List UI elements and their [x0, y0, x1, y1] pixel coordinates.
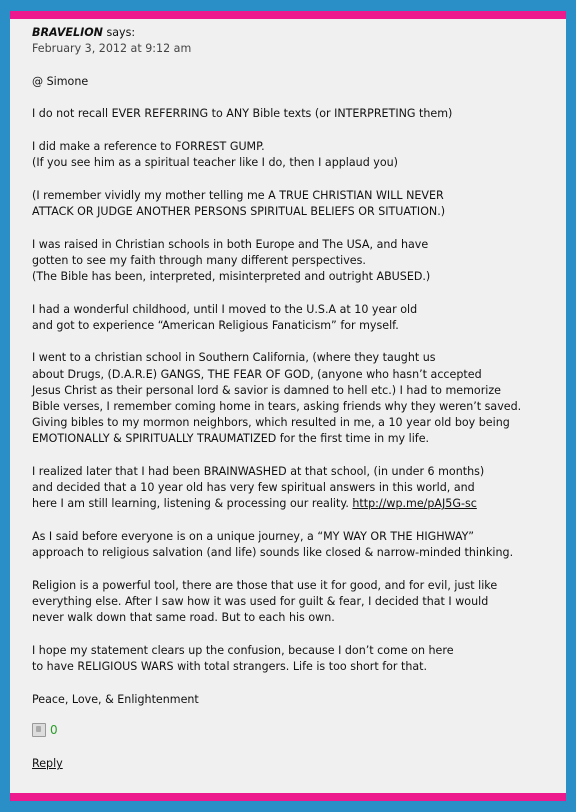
comment-panel — [10, 19, 566, 793]
like-row — [32, 722, 562, 738]
comment-date[interactable]: February 3, 2012 at 9:12 am — [32, 42, 192, 56]
comment-body — [32, 25, 562, 773]
comment-header — [32, 25, 562, 41]
like-count: 0 — [50, 723, 58, 738]
paragraph-8 — [32, 464, 562, 513]
paragraph-11: I hope my statement clears up the confusion, because I don’t come on here to have RELIGIOUS WARS with total strangers. Life is too short for that. — [32, 643, 454, 673]
paragraph-10: Religion is a powerful tool, there are those that use it for good, and for evil, just like everything else. After I saw how it was used for guilt & fear, I decided that I would never walk down that same road. But to each his own. — [32, 578, 498, 625]
top-accent-bar — [10, 11, 566, 19]
paragraph-6: I had a wonderful childhood, until I moved to the U.S.A at 10 year old and got to experience “American Religious Fanaticism” for myself. — [32, 302, 418, 332]
paragraph-7: I went to a christian school in Southern California, (where they taught us about Drugs, (D.A.R.E) GANGS, THE FEAR OF GOD, (anyone who hasn’t accepted Jesus Christ as their personal lord & savior is damned to hell etc.) I had to memorize Bible verses, I remember coming home in tears, asking friends why they weren’t saved. Giving bibles to my mormon neighbors, which resulted in me, a 10 year old boy being EMOTIONALLY & SPIRITUALLY TRAUMATIZED for the first time in my life. — [32, 351, 522, 446]
paragraph-5: I was raised in Christian schools in both Europe and The USA, and have gotten to see my faith through many different perspectives. (The Bible has been, interpreted, misinterpreted and outright ABUSED.) — [32, 237, 431, 283]
like-icon[interactable] — [32, 723, 46, 737]
paragraph-9: As I said before everyone is on a unique journey, a “MY WAY OR THE HIGHWAY” approach to religious salvation (and life) sounds like closed & narrow-minded thinking. — [32, 529, 514, 560]
paragraph-12: Peace, Love, & Enlightenment — [32, 692, 199, 706]
paragraph-3: I did make a reference to FORREST GUMP. (If you see him as a spiritual teacher like I do, then I applaud you) — [32, 139, 398, 170]
paragraph-1: @ Simone — [32, 74, 89, 88]
reply-link[interactable]: Reply — [32, 757, 63, 771]
bottom-accent-bar — [10, 793, 566, 801]
paragraph-8-text: I realized later that I had been BRAINWASHED at that school, (in under 6 months) and decided that a 10 year old has very few spiritual answers in this world, and here I am still learning, listening & processing our reality. — [32, 464, 485, 511]
says-label: says: — [106, 26, 136, 39]
paragraph-2: I do not recall EVER REFERRING to ANY Bible texts (or INTERPRETING them) — [32, 107, 453, 121]
paragraph-4: (I remember vividly my mother telling me A TRUE CHRISTIAN WILL NEVER ATTACK OR JUDGE ANOTHER PERSONS SPIRITUAL BELIEFS OR SITUATION.) — [32, 188, 446, 218]
external-link[interactable]: http://wp.me/pAJ5G-sc — [352, 497, 477, 511]
comment-author[interactable]: BRAVELION — [32, 26, 103, 39]
